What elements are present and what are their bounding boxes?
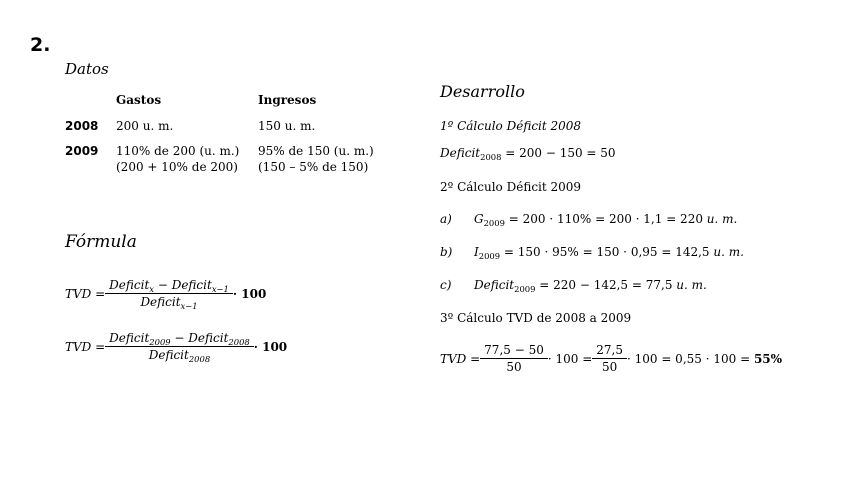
final-tail: · 100 = 0,55 · 100 = — [626, 351, 754, 366]
row-year-2008: 2008 — [65, 119, 99, 133]
formula-general-fraction — [107, 278, 231, 309]
formula-general-numerator: Deficit$_x$ − Deficit$_{x-1}$ — [109, 278, 229, 294]
gastos-2009-line1: 110% de 200 (u. m.) — [116, 144, 240, 158]
gastos-2009-line2: (200 + 10% de 200) — [116, 160, 238, 174]
step1-title: 1º Cálculo Déficit 2008 — [440, 119, 582, 133]
item-c: c) Deficit$_{2009}$ = 220 − 142,5 = 77,5 u. m. — [440, 278, 707, 294]
formula-heading: Fórmula — [65, 232, 137, 252]
formula-specific-fraction — [107, 331, 252, 362]
formula-specific — [65, 331, 287, 362]
formula-general — [65, 278, 266, 309]
final-fraction-2: $\frac{27,5}{50}$ — [594, 343, 625, 374]
datos-heading: Datos — [65, 60, 109, 78]
header-gastos: Gastos — [116, 93, 162, 107]
step1-equation: Deficit$_{2008}$ = 200 − 150 = 50 — [440, 146, 616, 162]
formula-specific-denominator: Deficit$_{2008}$ — [105, 346, 254, 362]
formula-specific-lhs: TVD = — [65, 339, 106, 354]
step3-title: 3º Cálculo TVD de 2008 a 2009 — [440, 311, 632, 325]
ingresos-2008: 150 u. m. — [258, 119, 316, 133]
item-a: a) $G_{2009} = 200 \cdot 110\% = 200 \cdot 1,1 = 220$ u. m. — [440, 212, 738, 228]
ingresos-2009-line1: 95% de 150 (u. m.) — [258, 144, 374, 158]
desarrollo-heading: Desarrollo — [440, 82, 525, 101]
step2-title: 2º Cálculo Déficit 2009 — [440, 180, 582, 194]
final-equation — [440, 343, 782, 374]
formula-general-lhs: TVD = — [65, 286, 106, 301]
formula-specific-numerator: Deficit$_{2009}$ − Deficit$_{2008}$ — [109, 331, 250, 347]
final-fraction-1: $\frac{77,5 - 50}{50}$ — [482, 343, 546, 374]
formula-general-denominator: Deficit$_{x-1}$ — [105, 293, 233, 309]
item-b: b) $I_{2009} = 150 \cdot 95\% = 150 \cdot 0,95 = 142,5$ u. m. — [440, 245, 744, 261]
final-result: 55% — [753, 351, 783, 366]
formula-general-tail: · 100 — [232, 286, 267, 301]
final-lhs: TVD = — [440, 351, 481, 366]
formula-specific-tail: · 100 — [253, 339, 288, 354]
problem-number: 2. — [30, 34, 51, 56]
header-ingresos: Ingresos — [258, 93, 317, 107]
final-mid: · 100 = — [547, 351, 593, 366]
row-year-2009: 2009 — [65, 144, 99, 158]
ingresos-2009-line2: (150 – 5% de 150) — [258, 160, 369, 174]
gastos-2008: 200 u. m. — [116, 119, 174, 133]
